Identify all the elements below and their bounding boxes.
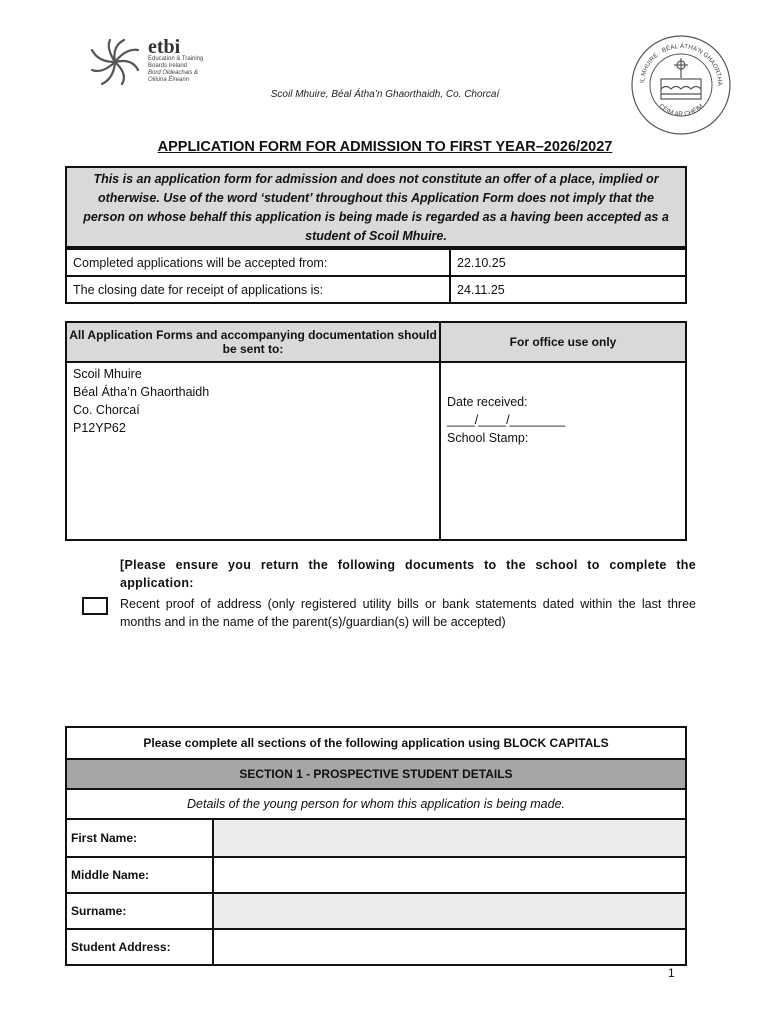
etbi-subtitle-line: Bord Oideachais & [148,70,199,76]
proof-of-address-checkbox[interactable] [82,597,108,615]
block-capitals-instruction: Please complete all sections of the following application using BLOCK CAPITALS [66,727,686,759]
address-heading: All Application Forms and accompanying documentation should be sent to: [66,322,440,362]
surname-label: Surname: [66,893,213,929]
address-line: Béal Átha’n Ghaorthaidh [73,385,210,399]
school-crest-icon [630,34,732,136]
surname-field[interactable] [213,893,686,929]
closing-label: The closing date for receipt of applications is: [66,276,450,303]
crest-text-top: IL MHUIRE · BÉAL ÁTHA'N GHAORTHA [639,42,724,86]
svg-text:CÉIM AR CHÉIM [657,103,704,118]
table-row [66,362,686,540]
section1-table [65,726,687,966]
accepted-label: Completed applications will be accepted from: [66,249,450,276]
office-use-box [440,362,686,540]
table-row [66,276,686,303]
table-row [66,893,686,929]
etbi-swirl-icon [86,36,144,88]
school-crest [630,34,732,136]
address-table [65,321,687,541]
table-row [66,929,686,965]
first-name-label: First Name: [66,819,213,857]
student-address-label: Student Address: [66,929,213,965]
address-line: P12YP62 [73,421,126,435]
etbi-title: etbi [148,36,181,58]
table-row [66,322,686,362]
page-title: APPLICATION FORM FOR ADMISSION TO FIRST YEAR–2026/2027 [157,139,613,155]
school-address [66,362,440,540]
proof-of-address-text: Recent proof of address (only registered utility bills or bank statements dated within the last three months and in the name of the parent(s)/guardian(s) will be accepted) [120,597,696,629]
section1-description: Details of the young person for whom this application is being made. [66,789,686,819]
disclaimer-box: This is an application form for admission and does not constitute an offer of a place, implied or otherwise. Use of the word ‘student’ throughout this Application Form does not imply that the person on whose behalf this application is being made is regarded as a having been accepted as a student of Scoil Mhuire. [65,166,687,248]
etbi-subtitle-line: Boards Ireland [148,63,188,69]
address-line: Co. Chorcaí [73,403,140,417]
etbi-logo [86,36,216,88]
date-received-blank[interactable]: ____/____/________ [447,413,566,427]
page-number: 1 [668,966,675,980]
accepted-value: 22.10.25 [450,249,686,276]
table-row [66,759,686,789]
table-row [66,789,686,819]
etbi-subtitle [148,56,218,84]
table-row [66,249,686,276]
table-row [66,819,686,857]
dates-table [65,248,687,304]
first-name-field[interactable] [213,819,686,857]
address-line: Scoil Mhuire [73,367,142,381]
middle-name-field[interactable] [213,857,686,893]
middle-name-label: Middle Name: [66,857,213,893]
table-row [66,857,686,893]
school-location: Scoil Mhuire, Béal Átha’n Ghaorthaidh, Co. Chorcaí [270,89,500,100]
school-stamp-label: School Stamp: [447,431,529,445]
closing-value: 24.11.25 [450,276,686,303]
office-use-heading: For office use only [440,322,686,362]
section1-heading: SECTION 1 - PROSPECTIVE STUDENT DETAILS [66,759,686,789]
etbi-subtitle-line: Education & Training [148,56,204,62]
etbi-subtitle-line: Oiliúna Éireann [148,77,190,83]
table-row [66,727,686,759]
date-received-label: Date received: [447,395,528,409]
documents-instruction: [Please ensure you return the following documents to the school to complete the application: [120,558,696,590]
crest-text-bottom: CÉIM AR CHÉIM [657,102,705,119]
student-address-field[interactable] [213,929,686,965]
